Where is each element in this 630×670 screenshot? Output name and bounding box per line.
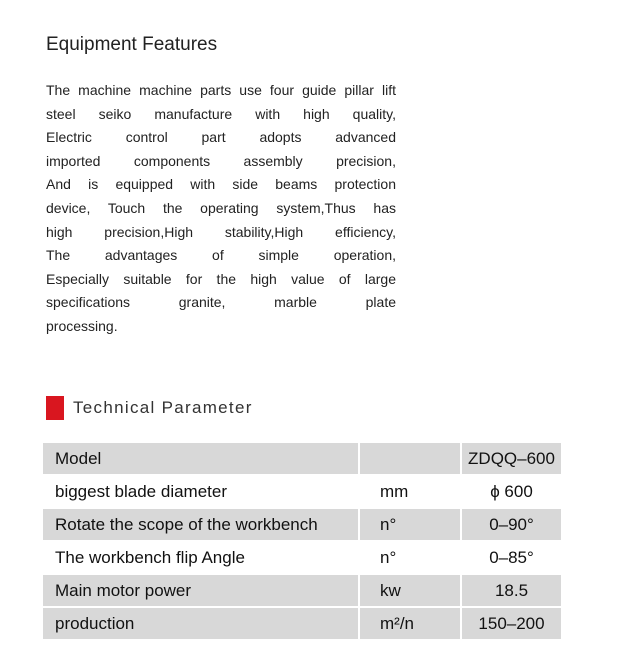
features-line: steel seiko manufacture with high quality, bbox=[46, 105, 396, 122]
param-unit: n° bbox=[358, 542, 462, 575]
param-unit: n° bbox=[358, 509, 462, 542]
features-line: imported components assembly precision, bbox=[46, 152, 396, 169]
features-line: The advantages of simple operation, bbox=[46, 247, 396, 264]
param-unit: m²/n bbox=[358, 608, 462, 641]
param-value: 0–90° bbox=[462, 509, 561, 542]
param-value: 0–85° bbox=[462, 542, 561, 575]
table-row bbox=[43, 476, 561, 509]
param-value: 150–200 bbox=[462, 608, 561, 641]
features-line: device, Touch the operating system,Thus has bbox=[46, 199, 396, 216]
param-value: 18.5 bbox=[462, 575, 561, 608]
param-name: The workbench flip Angle bbox=[43, 542, 358, 575]
param-name: Rotate the scope of the workbench bbox=[43, 509, 358, 542]
technical-parameter-header bbox=[46, 396, 253, 420]
param-name: production bbox=[43, 608, 358, 641]
table-row bbox=[43, 509, 561, 542]
features-line: high precision,High stability,High efficiency, bbox=[46, 223, 396, 240]
features-title: Equipment Features bbox=[46, 34, 218, 55]
table-row bbox=[43, 443, 561, 476]
table-row bbox=[43, 608, 561, 641]
param-name: Model bbox=[43, 443, 358, 476]
param-unit: mm bbox=[358, 476, 462, 509]
param-unit bbox=[358, 443, 462, 476]
table-row bbox=[43, 575, 561, 608]
features-line: specifications granite, marble plate bbox=[46, 294, 396, 311]
table-row bbox=[43, 542, 561, 575]
features-line: Electric control part adopts advanced bbox=[46, 129, 396, 146]
param-name: biggest blade diameter bbox=[43, 476, 358, 509]
param-value: ϕ 600 bbox=[462, 476, 561, 509]
param-unit: kw bbox=[358, 575, 462, 608]
features-line: The machine machine parts use four guide pillar lift bbox=[46, 82, 396, 98]
features-line: processing. bbox=[46, 317, 118, 334]
param-name: Main motor power bbox=[43, 575, 358, 608]
technical-parameter-title: Technical Parameter bbox=[73, 398, 253, 417]
features-description bbox=[46, 79, 396, 339]
param-value: ZDQQ–600 bbox=[462, 443, 561, 476]
red-square-icon bbox=[46, 396, 64, 420]
features-line: And is equipped with side beams protection bbox=[46, 176, 396, 193]
parameter-table bbox=[43, 443, 561, 641]
features-line: Especially suitable for the high value of large bbox=[46, 270, 396, 287]
